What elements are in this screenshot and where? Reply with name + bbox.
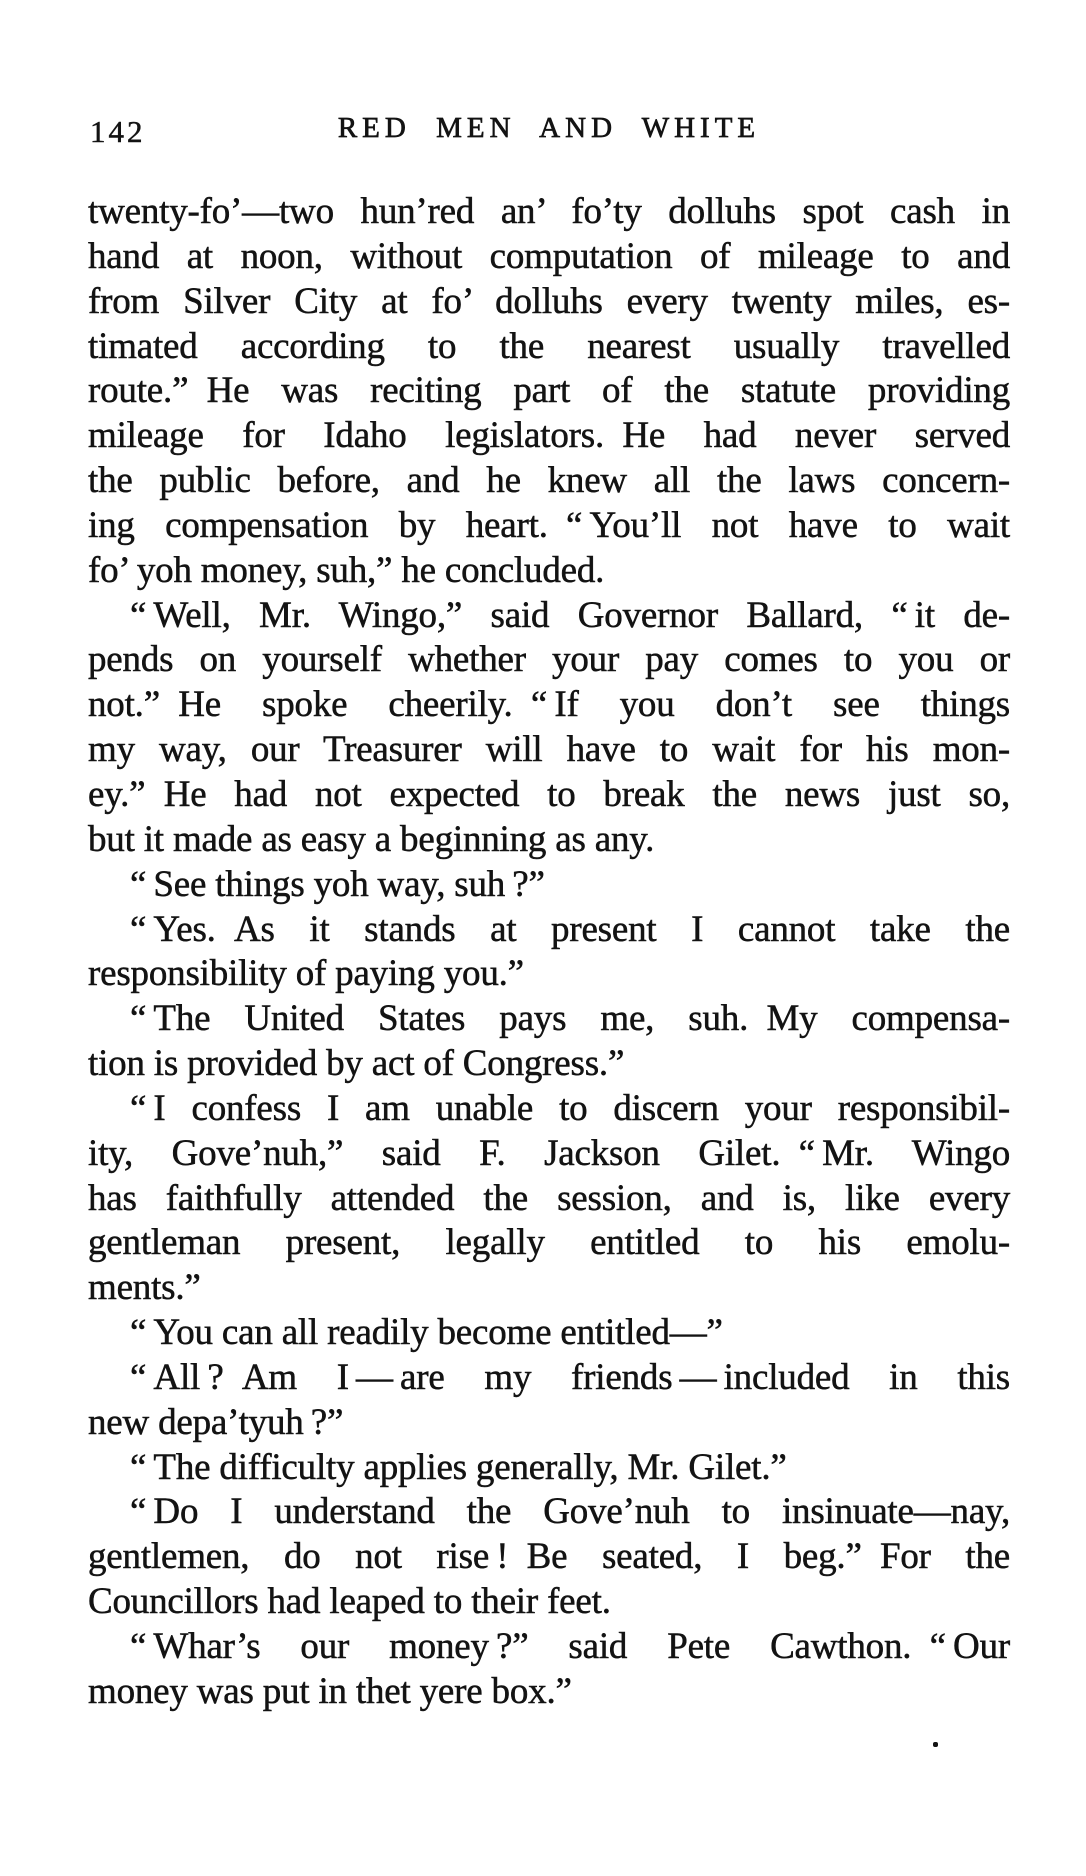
text-line: the public before, and he knew all the laws concern-: [88, 460, 1010, 502]
text-line: but it made as easy a beginning as any.: [88, 818, 655, 860]
text-line: ing compensation by heart. “ You’ll not have to wait: [88, 504, 1010, 546]
text-line: “ See things yoh way, suh ?”: [130, 863, 545, 905]
text-line: ments.”: [88, 1267, 201, 1309]
text-line: gentleman present, legally entitled to his emolu-: [88, 1222, 1010, 1264]
text-line: responsibility of paying you.”: [88, 953, 524, 995]
text-line: ity, Gove’nuh,” said F. Jackson Gilet. “ Mr. Wingo: [88, 1132, 1010, 1174]
text-line: pends on yourself whether your pay comes to you or: [88, 639, 1010, 681]
text-line: “ You can all readily become entitled—”: [130, 1312, 723, 1354]
scan-speck-artifact: [933, 1742, 938, 1747]
text-line: money was put in thet yere box.”: [88, 1670, 572, 1712]
text-line: mileage for Idaho legislators. He had never served: [88, 415, 1010, 457]
text-line: “ Yes. As it stands at present I cannot take the: [130, 908, 1010, 950]
text-line: “ The United States pays me, suh. My compensa-: [130, 998, 1010, 1040]
text-line: “ The difficulty applies generally, Mr. Gilet.”: [130, 1446, 787, 1488]
body-text: [88, 190, 1010, 1715]
text-line: ey.” He had not expected to break the news just so,: [88, 773, 1010, 815]
text-line: new depa’tyuh ?”: [88, 1401, 344, 1443]
text-line: timated according to the nearest usually travelled: [88, 325, 1010, 367]
text-line: from Silver City at fo’ dolluhs every twenty miles, es-: [88, 280, 1010, 322]
page-header: [88, 108, 1010, 152]
text-line: gentlemen, do not rise ! Be seated, I beg.” For the: [88, 1536, 1010, 1578]
text-line: “ Well, Mr. Wingo,” said Governor Ballard, “ it de-: [130, 594, 1010, 636]
text-line: fo’ yoh money, suh,” he concluded.: [88, 549, 605, 591]
text-line: hand at noon, without computation of mileage to and: [88, 235, 1010, 277]
text-line: “ Do I understand the Gove’nuh to insinuate—nay,: [130, 1491, 1010, 1533]
text-line: twenty-fo’—two hun’red an’ fo’ty dolluhs spot cash in: [88, 191, 1010, 232]
text-line: “ All ? Am I — are my friends — included in this: [130, 1356, 1010, 1398]
text-line: has faithfully attended the session, and is, like every: [88, 1177, 1010, 1219]
text-line: my way, our Treasurer will have to wait for his mon-: [88, 729, 1010, 771]
running-head-title: RED MEN AND WHITE: [337, 112, 761, 144]
page-number: 142: [90, 114, 146, 149]
text-line: tion is provided by act of Congress.”: [88, 1043, 625, 1085]
text-line: not.” He spoke cheerily. “ If you don’t see things: [88, 684, 1010, 726]
text-line: “ Whar’s our money ?” said Pete Cawthon. “ Our: [130, 1626, 1010, 1667]
text-line: route.” He was reciting part of the statute providing: [88, 370, 1010, 412]
text-line: Councillors had leaped to their feet.: [88, 1581, 611, 1623]
text-line: “ I confess I am unable to discern your responsibil-: [130, 1087, 1010, 1129]
